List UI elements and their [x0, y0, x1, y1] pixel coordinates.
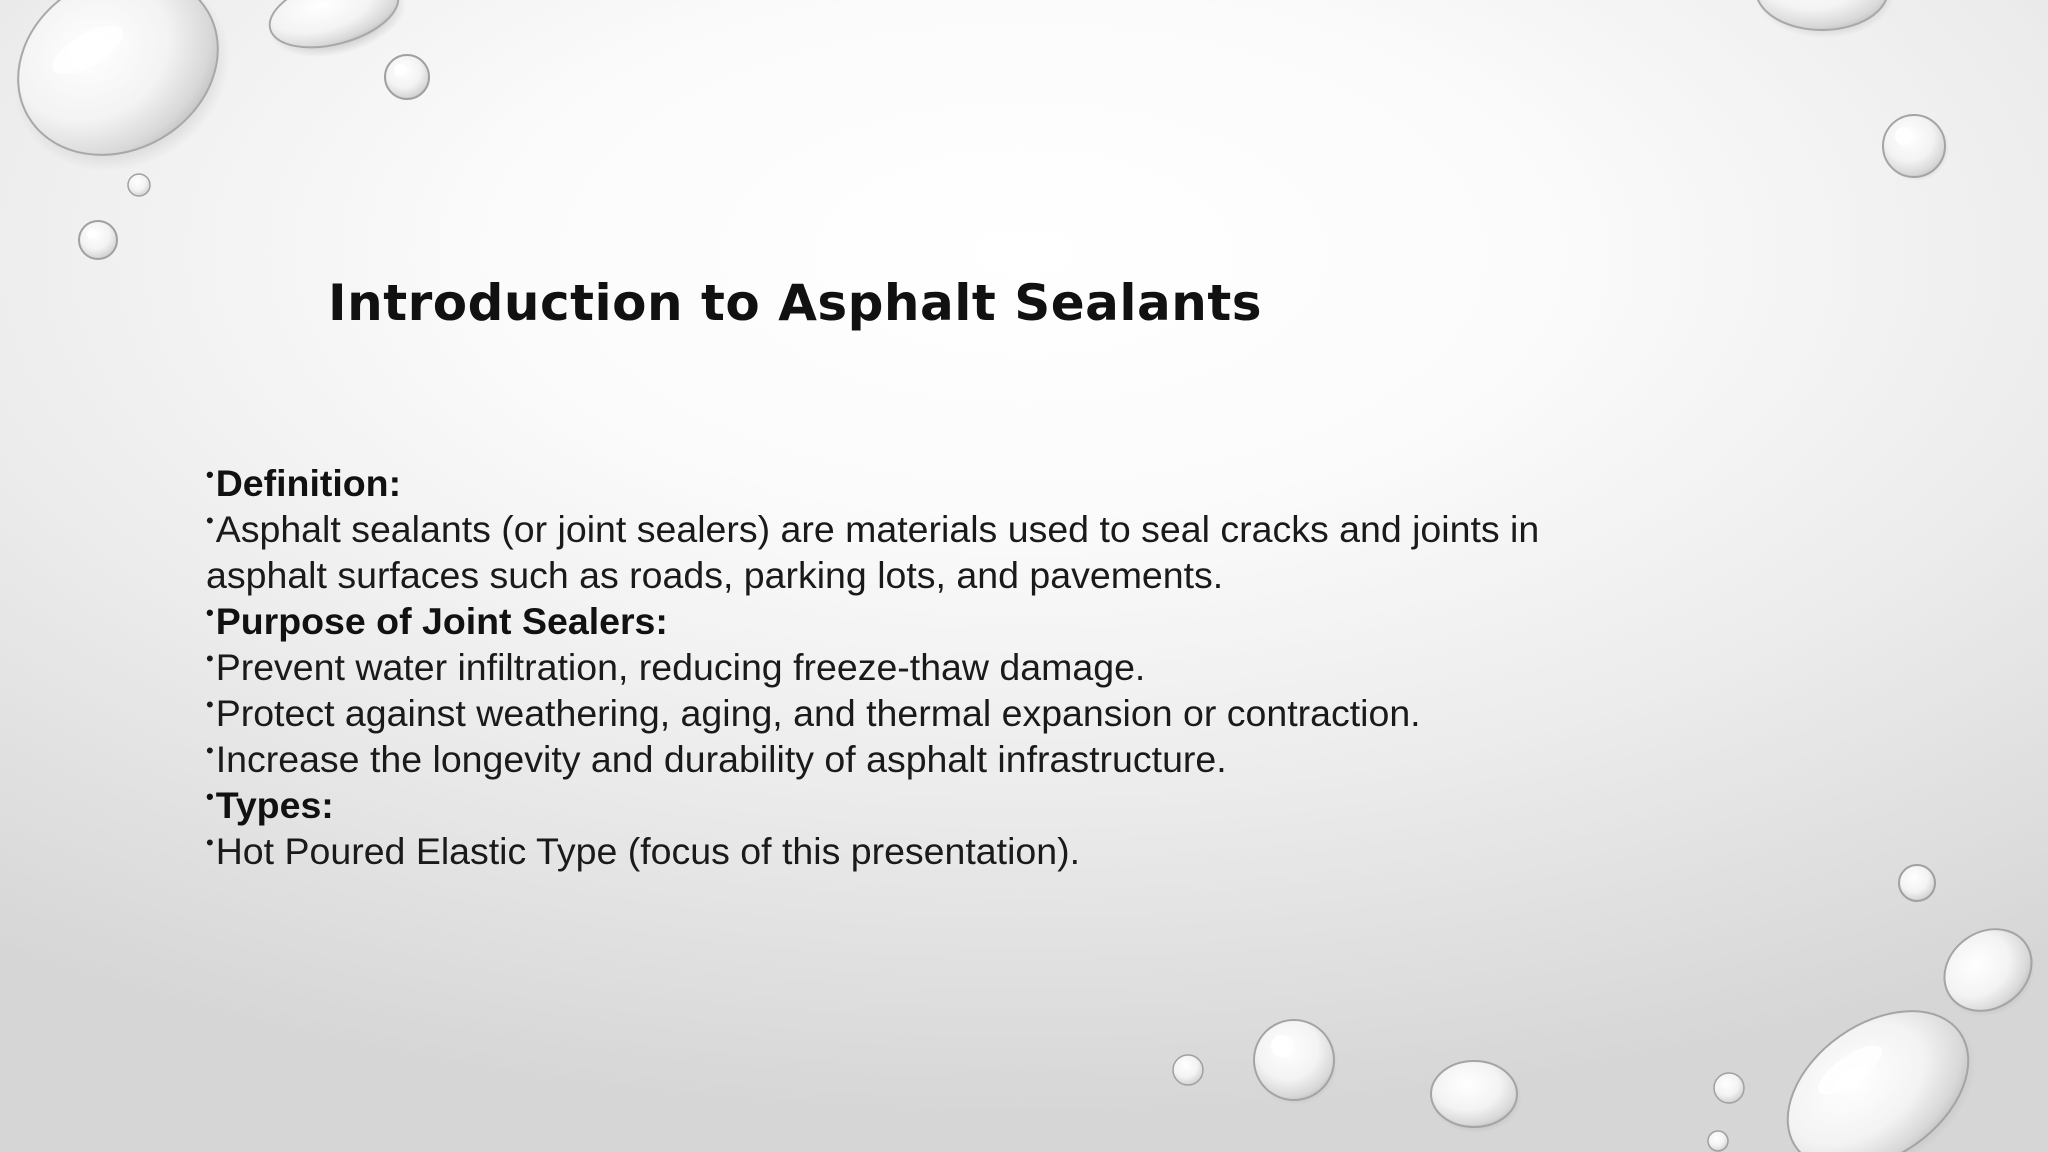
bullet-item-hot-poured — [206, 828, 1646, 874]
bullet-text: Protect against weathering, aging, and thermal expansion or contraction. — [215, 692, 1421, 734]
droplet-bottom-right-small — [1714, 1073, 1744, 1103]
droplet-bottom-center-oval — [1430, 1061, 1522, 1133]
bullet-list — [206, 460, 1646, 874]
bullet-icon: • — [206, 738, 214, 763]
bullet-icon: • — [206, 508, 214, 533]
slide-title: Introduction to Asphalt Sealants — [328, 274, 1263, 332]
droplet-top-right — [1755, 0, 1895, 38]
bullet-icon: • — [206, 830, 214, 855]
droplet-top-left-large — [0, 0, 266, 209]
bullet-item-protect-weathering — [206, 690, 1646, 736]
droplet-right-small — [1899, 865, 1935, 901]
bullet-item-increase-longevity — [206, 736, 1646, 782]
droplet-bottom-center-medium — [1254, 1020, 1338, 1105]
bullet-text: Purpose of Joint Sealers: — [215, 600, 668, 642]
bullet-text: Increase the longevity and durability of asphalt infrastructure. — [215, 738, 1227, 780]
droplet-bottom-center-small — [1173, 1055, 1203, 1085]
droplet-left-small — [79, 221, 117, 259]
droplet-right-oval — [1928, 912, 2048, 1034]
droplet-bottom-right-tiny — [1708, 1131, 1728, 1151]
bullet-item-prevent-water — [206, 644, 1646, 690]
droplet-top-left-oval — [261, 0, 415, 71]
bullet-text: Hot Poured Elastic Type (focus of this presentation). — [215, 830, 1081, 872]
bullet-text: Asphalt sealants (or joint sealers) are materials used to seal cracks and joints in asphalt surfaces such as roads, parking lots, and pavements. — [206, 508, 1540, 596]
droplet-top-left-tiny — [128, 174, 150, 196]
bullet-item-purpose-heading — [206, 598, 1646, 644]
bullet-item-definition-heading — [206, 460, 1646, 506]
bullet-item-definition — [206, 506, 1646, 598]
bullet-icon: • — [206, 692, 214, 717]
bullet-icon: • — [206, 600, 214, 625]
bullet-item-types-heading — [206, 782, 1646, 828]
droplet-top-left-small — [385, 55, 429, 99]
bullet-text: Prevent water infiltration, reducing freeze-thaw damage. — [215, 646, 1146, 688]
bullet-icon: • — [206, 462, 214, 487]
bullet-icon: • — [206, 646, 214, 671]
droplet-right-medium — [1883, 115, 1949, 181]
bullet-text: Types: — [215, 784, 334, 826]
bullet-text: Definition: — [215, 462, 402, 504]
bullet-icon: • — [206, 784, 214, 809]
droplet-bottom-right-large — [1757, 977, 2008, 1152]
